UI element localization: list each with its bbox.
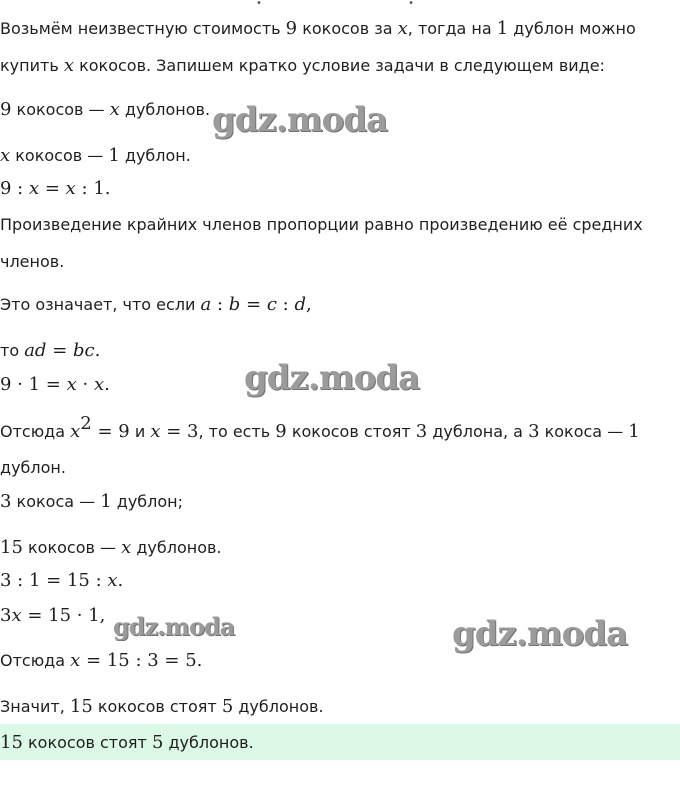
second-condition-line-2: 15 кокосов — x дублонов. xyxy=(0,537,222,558)
condition-line-1: 9 кокосов — x дублонов. xyxy=(0,99,211,120)
conclusion-line: Значит, 15 кокосов стоят 5 дублонов. xyxy=(0,696,324,717)
product-equation: 9 · 1 = x · x. xyxy=(0,374,110,395)
watermark-logo: gdz.moda xyxy=(113,612,235,641)
solution-line-1: Возьмём неизвестную стоимость 9 кокосов за x, тогда на 1 дублон можно xyxy=(0,18,636,39)
second-proportion: 3 : 1 = 15 : x. xyxy=(0,570,124,591)
second-product-equation: 3x = 15 · 1, xyxy=(0,605,106,626)
watermark-logo: gdz.moda xyxy=(244,358,420,398)
answer-box xyxy=(0,724,680,760)
solution-line-2: купить x кокосов. Запишем кратко условие задачи в следующем виде: xyxy=(0,55,605,76)
proportion-equation: 9 : x = x : 1. xyxy=(0,178,111,199)
solution-result-line: Отсюда $x^2 = 9$ и x = 3, то есть 9 кокосов стоят 3 дублона, а 3 кокоса — 1 xyxy=(0,413,640,442)
top-edge-marks: • • xyxy=(256,0,415,9)
condition-line-2: x кокосов — 1 дублон. xyxy=(0,145,191,166)
answer-text: 15 кокосов стоят 5 дублонов. xyxy=(0,732,254,753)
solution-result-line-cont: дублон. xyxy=(0,458,66,477)
watermark-logo: gdz.moda xyxy=(212,100,388,140)
proportion-rule-text: Произведение крайних членов пропорции равно произведению её средних xyxy=(0,215,643,234)
second-result-line: Отсюда x = 15 : 3 = 5. xyxy=(0,650,203,671)
second-condition-line-1: 3 кокоса — 1 дублон; xyxy=(0,491,184,512)
watermark-logo: gdz.moda xyxy=(452,614,628,654)
proportion-rule-text-cont: членов. xyxy=(0,252,65,271)
rule-result-line: то ad = bc. xyxy=(0,340,101,361)
rule-condition-line: Это означает, что если a : b = c : d, xyxy=(0,294,312,315)
